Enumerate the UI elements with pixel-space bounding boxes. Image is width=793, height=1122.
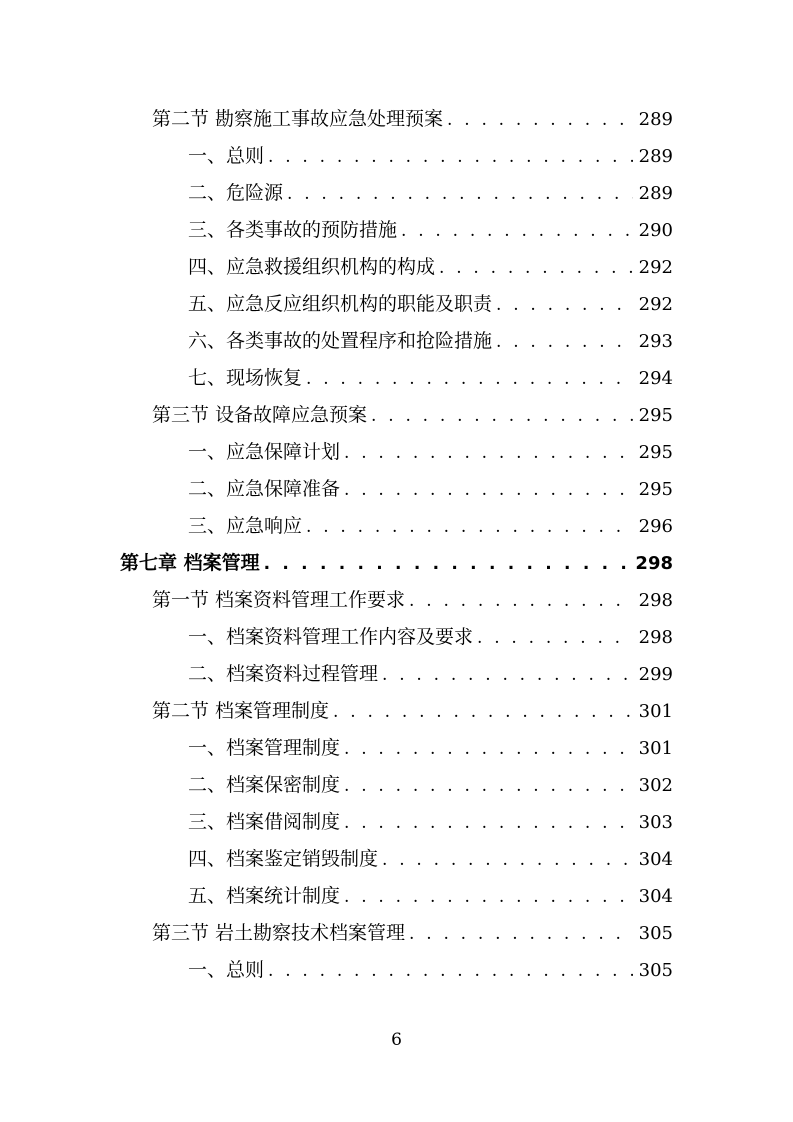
dot-leader [409,916,633,953]
dot-leader [306,361,633,398]
toc-entry-page: 289 [638,183,673,204]
toc-entry-page: 295 [638,442,673,463]
toc-entry-page: 294 [638,368,673,389]
dot-leader [382,657,633,694]
dot-leader [409,583,633,620]
toc-entry[interactable] [188,730,673,767]
toc-entry-page: 303 [638,812,673,833]
toc-entry-title: 第二节 档案管理制度 [152,700,330,722]
toc-entry-title: 第一节 档案资料管理工作要求 [152,589,406,611]
dot-leader [477,620,633,657]
toc-entry-title: 七、现场恢复 [188,367,303,389]
toc-entry-page: 289 [638,146,673,167]
dot-leader [344,472,633,509]
page-number: 6 [391,1030,402,1050]
toc-entry-title: 三、档案借阅制度 [188,811,341,833]
toc-entry-page: 301 [638,701,673,722]
toc-entry[interactable] [188,878,673,915]
toc-entry-title: 五、应急反应组织机构的职能及职责 [188,293,493,315]
dot-leader [268,953,633,990]
toc-entry-page: 292 [638,294,673,315]
toc-entry-page: 305 [638,923,673,944]
toc-entry-page: 302 [638,775,673,796]
toc-entry-title: 二、档案资料过程管理 [188,663,379,685]
dot-leader [333,694,633,731]
dot-leader [344,435,633,472]
dot-leader [287,176,633,213]
toc-entry-page: 293 [638,331,673,352]
toc-entry-page: 298 [638,590,673,611]
toc-entry[interactable] [188,508,673,545]
toc-entry[interactable] [188,360,673,397]
toc-entry-title: 一、总则 [188,959,265,981]
toc-entry-page: 305 [638,960,673,981]
toc-entry[interactable] [188,619,673,656]
toc-entry-page: 296 [638,516,673,537]
toc-entry-title: 二、档案保密制度 [188,774,341,796]
dot-leader [447,102,633,139]
toc-entry-title: 五、档案统计制度 [188,885,341,907]
toc-entry-title: 一、档案资料管理工作内容及要求 [188,626,474,648]
dot-leader [344,879,633,916]
dot-leader [371,398,633,435]
toc-entry[interactable] [152,582,673,619]
dot-leader [401,213,633,250]
toc-entry-title: 三、应急响应 [188,515,303,537]
toc-entry-page: 295 [638,405,673,426]
toc-entry-page: 295 [638,479,673,500]
dot-leader [344,805,633,842]
toc-entry[interactable] [188,434,673,471]
dot-leader [496,324,633,361]
toc-entry[interactable] [188,471,673,508]
toc-entry-title: 四、应急救援组织机构的构成 [188,256,436,278]
toc-entry-title: 第七章 档案管理 [120,552,260,574]
toc-entry[interactable] [188,656,673,693]
toc-entry[interactable] [188,323,673,360]
toc-entry-title: 六、各类事故的处置程序和抢险措施 [188,330,493,352]
toc-entry-page: 304 [638,849,673,870]
toc-entry[interactable] [188,138,673,175]
toc-entry[interactable] [152,915,673,952]
toc-entry[interactable] [188,767,673,804]
toc-entry[interactable] [152,101,673,138]
toc-entry-page: 301 [638,738,673,759]
toc-entry[interactable] [188,175,673,212]
toc-entry-title: 二、危险源 [188,182,284,204]
toc-entry-title: 三、各类事故的预防措施 [188,219,398,241]
toc-entry[interactable] [188,841,673,878]
toc-entry-title: 一、总则 [188,145,265,167]
toc-entry[interactable] [188,804,673,841]
dot-leader [268,139,633,176]
toc-entry-page: 299 [638,664,673,685]
toc-entry-page: 304 [638,886,673,907]
toc-entry-title: 二、应急保障准备 [188,478,341,500]
dot-leader [382,842,633,879]
toc-entry[interactable] [152,397,673,434]
toc-entry-title: 第三节 岩土勘察技术档案管理 [152,922,406,944]
toc-entry[interactable] [188,212,673,249]
toc-entry-title: 第三节 设备故障应急预案 [152,404,368,426]
dot-leader [344,768,633,805]
toc-entry-title: 一、档案管理制度 [188,737,341,759]
toc-entry[interactable] [188,249,673,286]
dot-leader [264,546,630,583]
dot-leader [306,509,633,546]
toc-entry-page: 298 [638,627,673,648]
toc-chapter-entry[interactable] [120,545,673,582]
dot-leader [344,731,633,768]
dot-leader [496,287,633,324]
toc-entry[interactable] [188,286,673,323]
toc-entry-title: 第二节 勘察施工事故应急处理预案 [152,108,444,130]
toc-entry-page: 289 [638,109,673,130]
toc-entry-page: 292 [638,257,673,278]
toc-entry-title: 一、应急保障计划 [188,441,341,463]
toc-entry-page: 298 [635,553,673,574]
toc-entry[interactable] [188,952,673,989]
toc-entry[interactable] [152,693,673,730]
dot-leader [439,250,633,287]
toc-entry-title: 四、档案鉴定销毁制度 [188,848,379,870]
toc-entry-page: 290 [638,220,673,241]
